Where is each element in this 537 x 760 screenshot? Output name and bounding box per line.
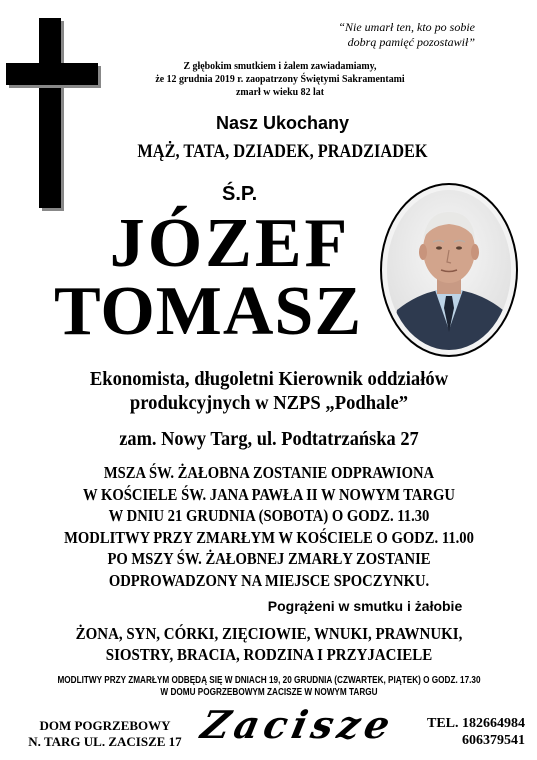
sp-label: Ś.P. xyxy=(222,183,258,205)
intro-line-2: że 12 grudnia 2019 r. zaopatrzony Świętymi Sakramentami xyxy=(155,73,405,85)
biography-description xyxy=(37,367,500,415)
family-roles: MĄŻ, TATA, DZIADEK, PRADZIADEK xyxy=(137,141,428,162)
intro-line-3: zmarł w wieku 82 lat xyxy=(235,86,324,98)
heading-beloved: Nasz Ukochany xyxy=(215,113,350,133)
mass-line-5: PO MSZY ŚW. ŻAŁOBNEJ ZMARŁY ZOSTANIE xyxy=(107,549,431,568)
mourning-heading: Pogrążeni w smutku i żałobie xyxy=(267,598,463,614)
mass-line-6: ODPROWADZONY NA MIEJSCE SPOCZYNKU. xyxy=(108,570,430,590)
last-name: TOMASZ xyxy=(53,273,363,350)
epitaph-quote xyxy=(275,20,475,50)
description-line-1: Ekonomista, długoletni Kierownik oddziałów xyxy=(89,368,449,390)
mass-line-1: MSZA ŚW. ŻAŁOBNA ZOSTANIE ODPRAWIONA xyxy=(103,463,435,482)
funeral-mass-details xyxy=(50,462,489,591)
prayers-note xyxy=(57,675,482,699)
cross-icon xyxy=(39,18,61,208)
mass-line-3: W DNIU 21 GRUDNIA (SOBOTA) O GODZ. 11.30 xyxy=(108,506,430,525)
quote-line-1: “Nie umarł ten, kto po sobie xyxy=(338,20,475,34)
mass-line-2: W KOŚCIELE ŚW. JANA PAWŁA II W NOWYM TARGU xyxy=(83,484,455,504)
funeral-home-address xyxy=(10,718,200,750)
residence-address: zam. Nowy Targ, ul. Podtatrzańska 27 xyxy=(119,428,419,450)
phone-numbers xyxy=(405,715,525,749)
announcement-intro xyxy=(145,60,415,99)
mourners-list xyxy=(45,623,494,665)
portrait-figure-icon xyxy=(387,190,511,350)
family-line-1: ŻONA, SYN, CÓRKI, ZIĘCIOWIE, WNUKI, PRAWNUKI, xyxy=(75,624,463,643)
intro-line-1: Z głębokim smutkiem i żalem zawiadamiamy, xyxy=(183,60,377,72)
description-line-2: produkcyjnych w NZPS „Podhale” xyxy=(129,392,409,414)
family-line-2: SIOSTRY, BRACIA, RODZINA I PRZYJACIELE xyxy=(105,645,433,664)
quote-line-2: dobrą pamięć pozostawił” xyxy=(347,35,475,49)
first-name: JÓZEF xyxy=(109,205,351,282)
phone-line-1: TEL. 182664984 xyxy=(426,716,525,731)
prayers-line-1: MODLITWY PRZY ZMARŁYM ODBĘDĄ SIĘ W DNIACH 19, 20 GRUDNIA (CZWARTEK, PIĄTEK) O GODZ. 17.30 xyxy=(57,675,481,686)
funeral-home-logo: Zacisze xyxy=(197,702,399,747)
funeral-home-line-2: N. TARG UL. ZACISZE 17 xyxy=(28,734,182,749)
funeral-home-line-1: DOM POGRZEBOWY xyxy=(39,718,171,733)
portrait-photo xyxy=(380,183,518,357)
mass-line-4: MODLITWY PRZY ZMARŁYM W KOŚCIELE O GODZ. 11.00 xyxy=(64,527,474,547)
prayers-line-2: W DOMU POGRZEBOWYM ZACISZE W NOWYM TARGU xyxy=(160,687,378,698)
phone-line-2: 606379541 xyxy=(462,733,525,748)
cross-icon-bar xyxy=(6,63,98,85)
